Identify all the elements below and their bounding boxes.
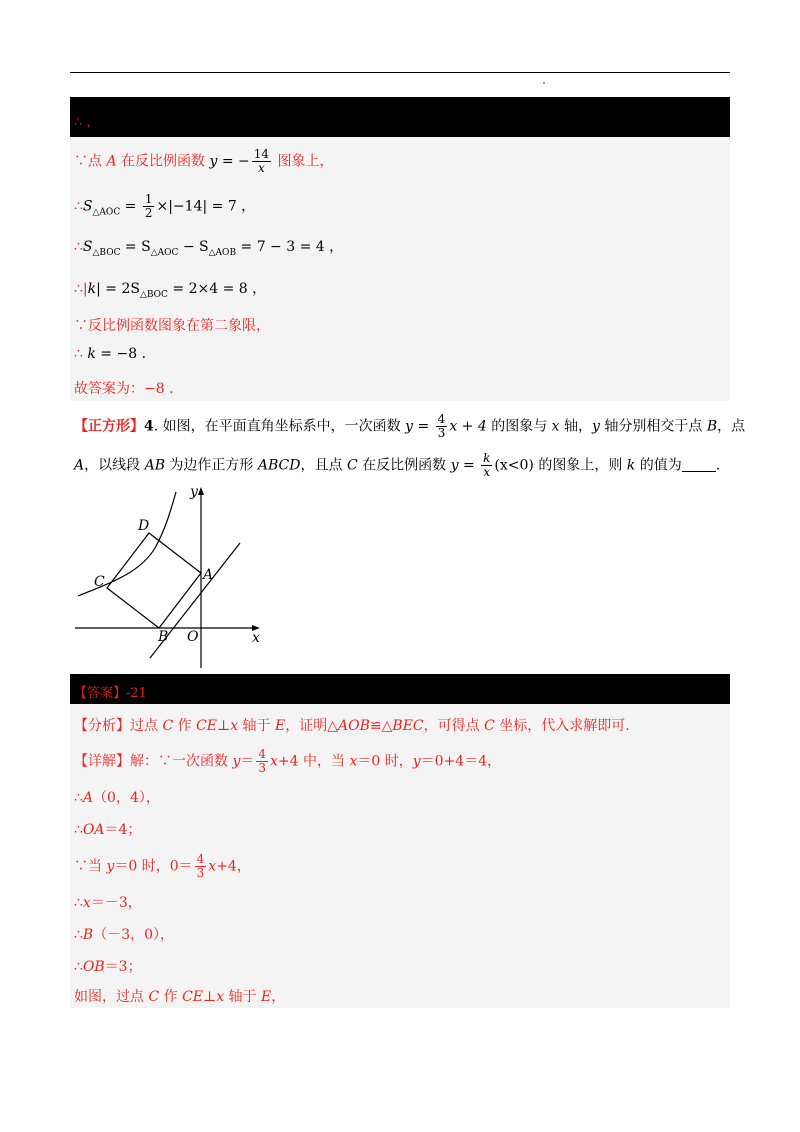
top-black-bar bbox=[70, 97, 730, 137]
fraction: $\frac{k}{x}$ bbox=[483, 451, 491, 479]
result-line-7: 如图，过点 C 作 CE⊥x 轴于 E， bbox=[74, 989, 286, 1005]
label-B: B bbox=[158, 629, 169, 645]
label-C: C bbox=[94, 574, 105, 590]
header-rule bbox=[70, 72, 730, 73]
analysis-line: 【分析】过点 C 作 CE⊥x 轴于 E，证明△AOB≌△BEC，可得点 C 坐标，代入求解即可. bbox=[74, 718, 630, 734]
label-x: x bbox=[252, 630, 260, 646]
result-line-5: ∴B（－3，0）， bbox=[74, 927, 175, 943]
label-O: O bbox=[187, 629, 199, 645]
answer-text: 【答案】-21 bbox=[74, 686, 147, 701]
fraction: $\frac{14}{x}$ bbox=[253, 147, 270, 175]
result-line-3: ∵当 y＝0 时，0＝ $\frac{4}{3}$ x+4， bbox=[74, 852, 251, 880]
solution-line-5: ∵反比例函数图象在第二象限， bbox=[74, 318, 270, 334]
fraction: $\frac{4}{3}$ bbox=[437, 412, 446, 440]
solution-line-3: $\therefore S_{\triangle BOC} = S_{\triangle AOC} - S_{\triangle AOB} = 7 - 3 = 4$ ， bbox=[74, 239, 344, 258]
fraction: $\frac{1}{2}$ bbox=[144, 192, 153, 220]
header-dot bbox=[543, 82, 545, 84]
label-D: D bbox=[138, 518, 150, 534]
question-tag: 【正方形】 bbox=[74, 418, 144, 435]
solution-line-1: ∵点 A 在反比例函数 y = − $\frac{14}{x}$ 图象上， bbox=[74, 147, 334, 175]
label-y: y bbox=[190, 484, 198, 500]
result-line-4: ∴x＝－3， bbox=[74, 895, 142, 911]
solution-line-6: ∴ k = −8 . bbox=[74, 346, 147, 362]
fraction: $\frac{4}{3}$ bbox=[258, 747, 267, 775]
question-line-2: A，以线段 AB 为边作正方形 ABCD，且点 C 在反比例函数 y = $\frac{k}{x}$ (x<0) 的图象上，则 k 的值为 . bbox=[74, 451, 721, 479]
answer-bar bbox=[70, 674, 730, 704]
question-line-1: 【正方形】4. 如图，在平面直角坐标系中，一次函数 y = $\frac{4}{3}$ x + 4 的图象与 x 轴，y 轴分别相交于点 B，点 bbox=[74, 412, 746, 440]
square-ABCD bbox=[107, 533, 201, 628]
detail-line: 【详解】解：∵一次函数 y＝ $\frac{4}{3}$ x+4 中，当 x＝0 时，y＝0+4＝4， bbox=[74, 747, 502, 775]
solution-line-4: ∴|k| = $2S_{\triangle BOC} = 2\times 4 = 8$ ， bbox=[74, 281, 267, 300]
top-bar-text: ∴ ， bbox=[74, 115, 100, 130]
result-line-6: ∴OB＝3； bbox=[74, 959, 142, 975]
solution-line-7: 故答案为：−8 . bbox=[74, 381, 174, 397]
solution-panel-1 bbox=[70, 137, 730, 401]
label-A: A bbox=[203, 567, 214, 583]
result-line-1: ∴A（0，4）， bbox=[74, 790, 160, 806]
answer-blank bbox=[682, 459, 716, 472]
hyperbola-curve bbox=[78, 492, 176, 596]
y-axis-arrow bbox=[198, 487, 204, 495]
solution-line-2: $\therefore S_{\triangle AOC}$ = $\frac{1}{2}$ ×|−14| = 7 ， bbox=[74, 192, 256, 220]
result-line-2: ∴OA＝4； bbox=[74, 822, 142, 838]
fraction: $\frac{4}{3}$ bbox=[196, 852, 205, 880]
geometry-figure bbox=[70, 478, 270, 670]
